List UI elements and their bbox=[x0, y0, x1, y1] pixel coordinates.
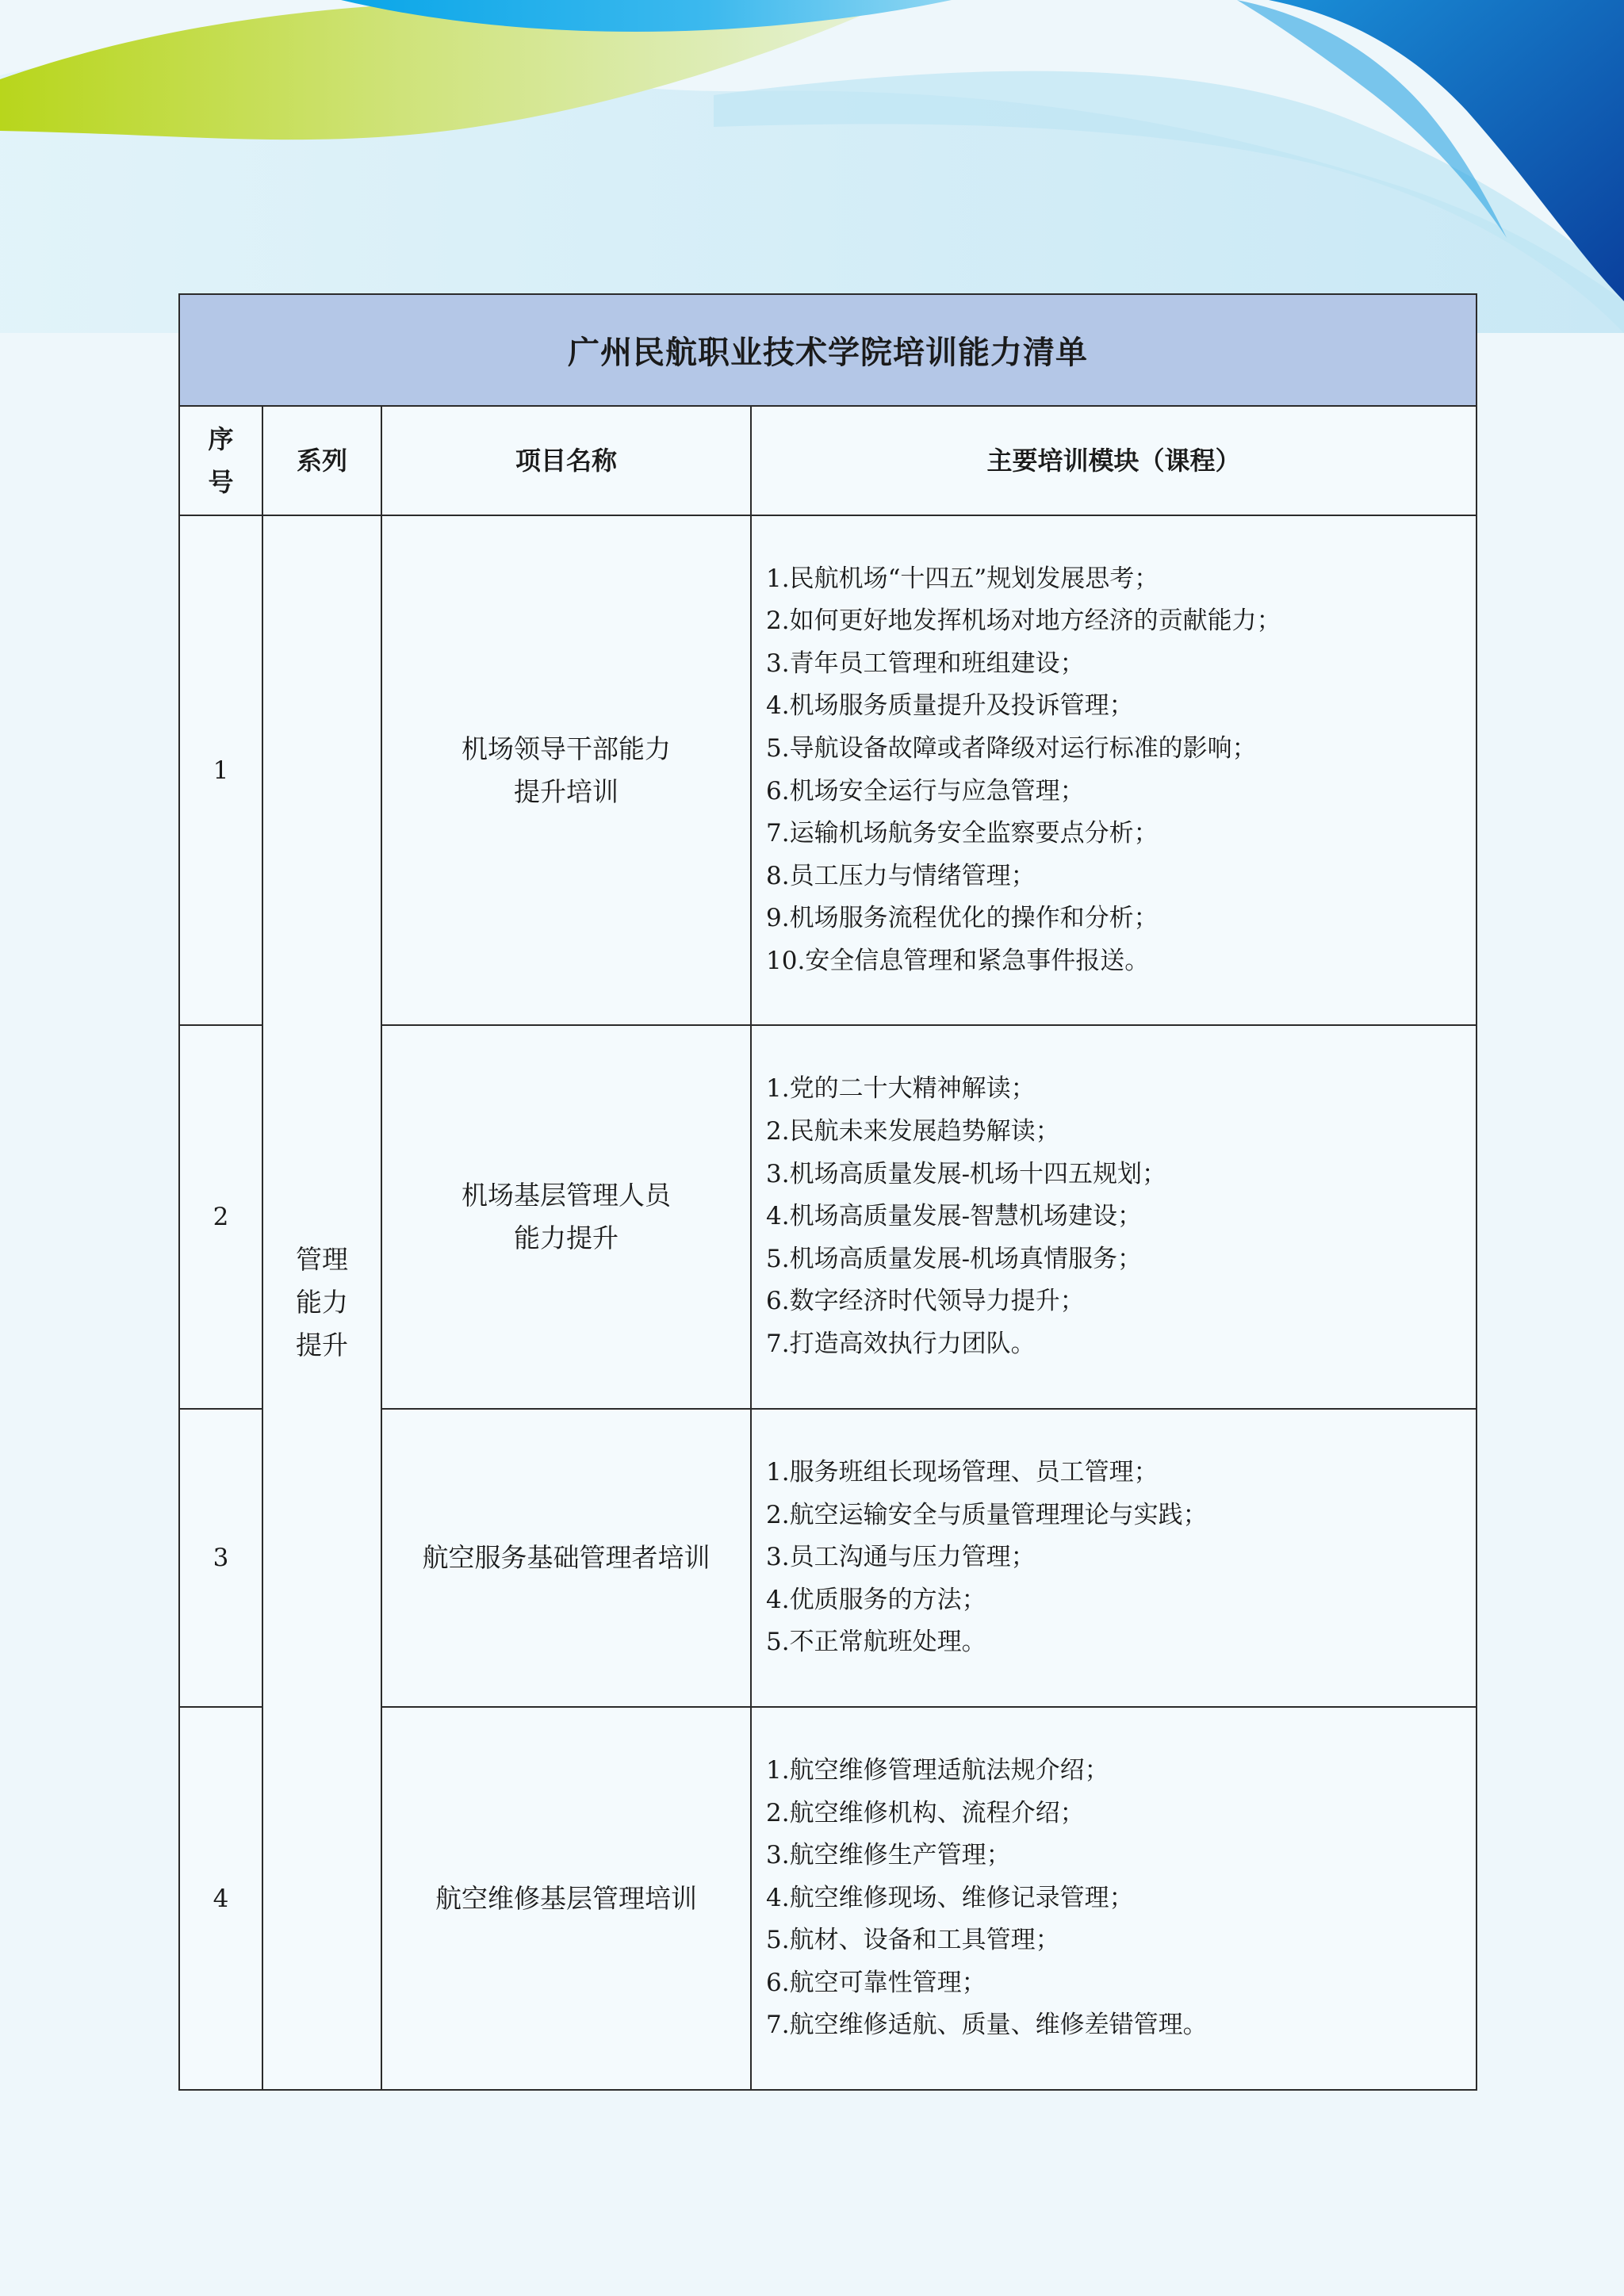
modules-cell bbox=[751, 515, 1477, 1025]
module-item: 7.运输机场航务安全监察要点分析； bbox=[766, 819, 1159, 848]
series-cell bbox=[262, 515, 381, 2090]
module-item: 8.员工压力与情绪管理； bbox=[766, 861, 1036, 890]
module-item: 3.航空维修生产管理； bbox=[766, 1841, 1011, 1870]
module-item: 5.导航设备故障或者降级对运行标准的影响； bbox=[766, 733, 1257, 763]
module-item: 5.不正常航班处理。 bbox=[766, 1628, 986, 1657]
module-item: 5.航材、设备和工具管理； bbox=[766, 1926, 1060, 1955]
module-item: 5.机场高质量发展-机场真情服务； bbox=[766, 1244, 1143, 1273]
header-series: 系列 bbox=[262, 406, 381, 515]
module-item: 2.航空运输安全与质量管理理论与实践； bbox=[766, 1500, 1208, 1529]
module-item: 3.员工沟通与压力管理； bbox=[766, 1543, 1036, 1572]
module-item: 2.如何更好地发挥机场对地方经济的贡献能力； bbox=[766, 607, 1281, 636]
module-item: 9.机场服务流程优化的操作和分析； bbox=[766, 904, 1159, 933]
project-name-line: 提升培训 bbox=[514, 775, 619, 807]
module-item: 2.民航未来发展趋势解读； bbox=[766, 1117, 1060, 1146]
module-item: 4.机场高质量发展-智慧机场建设； bbox=[766, 1202, 1143, 1231]
series-label-line: 能力 bbox=[296, 1287, 348, 1318]
training-capability-table bbox=[178, 293, 1477, 2091]
project-name-cell bbox=[381, 515, 751, 1025]
modules-cell bbox=[751, 1707, 1477, 2090]
module-item: 10.安全信息管理和紧急事件报送。 bbox=[766, 946, 1150, 975]
module-item: 1.航空维修管理适航法规介绍； bbox=[766, 1755, 1109, 1785]
module-item: 1.服务班组长现场管理、员工管理； bbox=[766, 1458, 1159, 1487]
row-seq: 3 bbox=[179, 1409, 262, 1707]
header-seq bbox=[179, 406, 262, 515]
module-item: 3.机场高质量发展-机场十四五规划； bbox=[766, 1159, 1167, 1188]
series-label-line: 提升 bbox=[296, 1330, 348, 1360]
decorative-wave-banner bbox=[0, 0, 1624, 333]
table-title: 广州民航职业技术学院培训能力清单 bbox=[179, 294, 1477, 406]
module-item: 6.数字经济时代领导力提升； bbox=[766, 1287, 1085, 1316]
modules-cell bbox=[751, 1025, 1477, 1409]
project-name-line: 航空维修基层管理培训 bbox=[435, 1882, 697, 1914]
module-item: 2.航空维修机构、流程介绍； bbox=[766, 1798, 1085, 1827]
module-item: 7.航空维修适航、质量、维修差错管理。 bbox=[766, 2011, 1208, 2040]
table-row bbox=[179, 515, 1477, 1025]
module-item: 1.民航机场“十四五”规划发展思考； bbox=[766, 564, 1159, 593]
row-seq: 1 bbox=[179, 515, 262, 1025]
row-seq: 2 bbox=[179, 1025, 262, 1409]
module-item: 4.机场服务质量提升及投诉管理； bbox=[766, 691, 1134, 721]
module-item: 4.航空维修现场、维修记录管理； bbox=[766, 1883, 1134, 1912]
module-item: 3.青年员工管理和班组建设； bbox=[766, 649, 1085, 678]
project-name-cell bbox=[381, 1025, 751, 1409]
module-item: 6.航空可靠性管理； bbox=[766, 1968, 986, 1997]
project-name-line: 机场基层管理人员 bbox=[462, 1180, 671, 1211]
header-project-name: 项目名称 bbox=[381, 406, 751, 515]
project-name-line: 能力提升 bbox=[514, 1223, 619, 1253]
project-name-cell bbox=[381, 1409, 751, 1707]
project-name-line: 机场领导干部能力 bbox=[462, 733, 671, 764]
module-item: 4.优质服务的方法； bbox=[766, 1585, 986, 1614]
project-name-cell bbox=[381, 1707, 751, 2090]
header-seq-line: 序 bbox=[208, 424, 234, 454]
module-item: 7.打造高效执行力团队。 bbox=[766, 1329, 1036, 1358]
project-name-line: 航空服务基础管理者培训 bbox=[422, 1542, 710, 1573]
header-modules: 主要培训模块（课程） bbox=[751, 406, 1477, 515]
series-label-line: 管理 bbox=[296, 1244, 348, 1275]
modules-cell bbox=[751, 1409, 1477, 1707]
row-seq: 4 bbox=[179, 1707, 262, 2090]
module-item: 1.党的二十大精神解读； bbox=[766, 1074, 1036, 1104]
module-item: 6.机场安全运行与应急管理； bbox=[766, 776, 1085, 806]
header-seq-line: 号 bbox=[208, 467, 234, 497]
